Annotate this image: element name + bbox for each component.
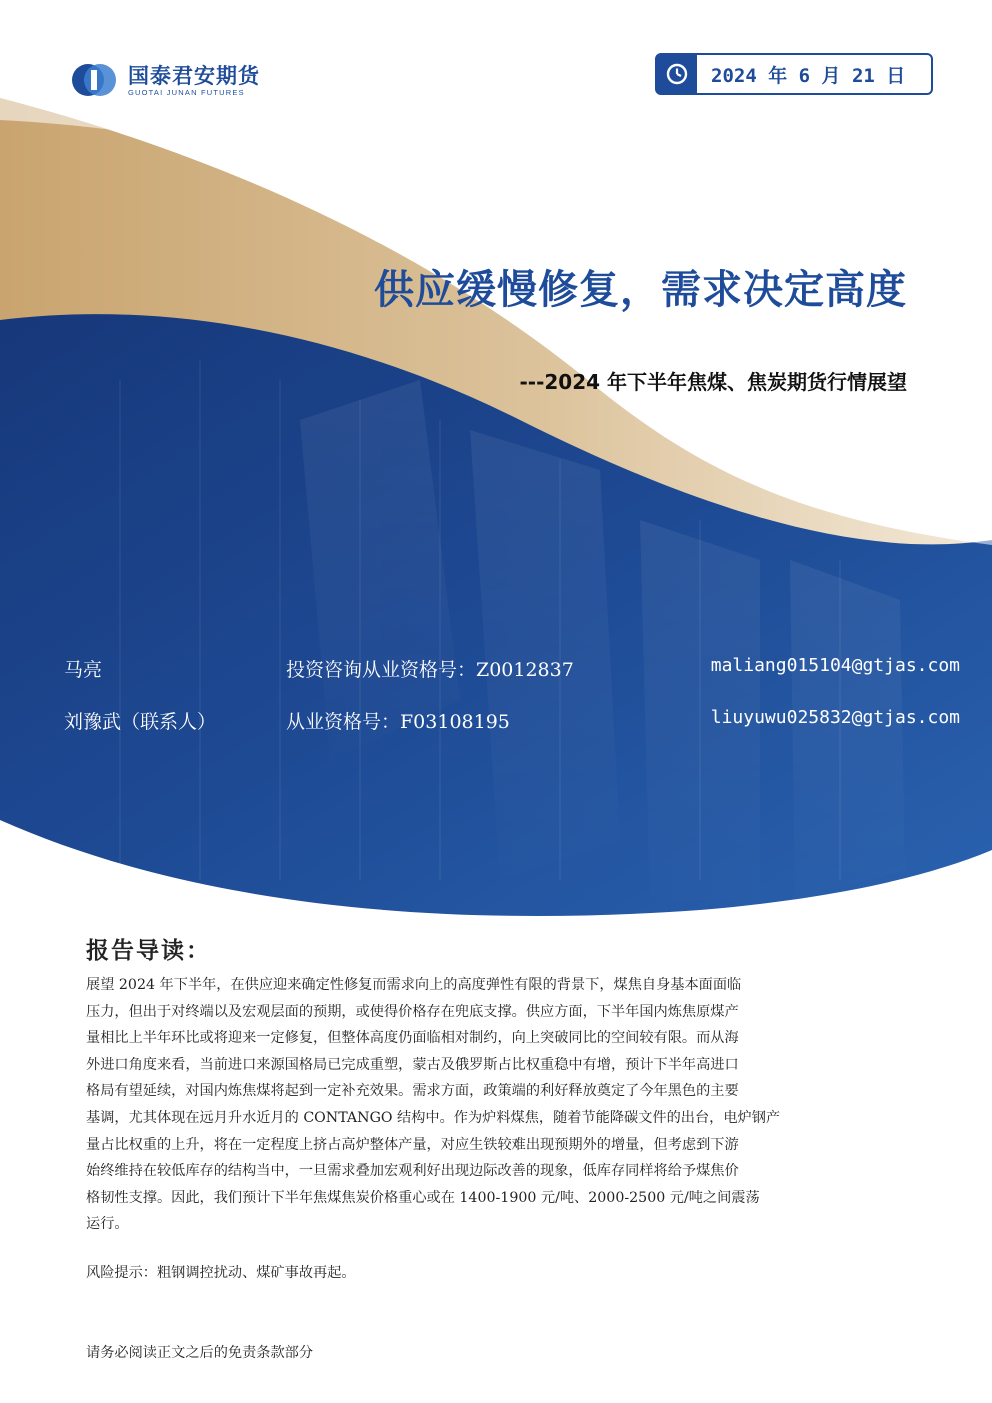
guide-body [86,972,886,1238]
guide-line: 运行。 [86,1216,129,1233]
brand-name-en: GUOTAI JUNAN FUTURES [128,87,245,97]
risk-note: 风险提示：粗钢调控扰动、煤矿事故再起。 [86,1265,356,1281]
guide-heading: 报告导读： [86,937,211,964]
author-email[interactable]: liuyuwu025832@gtjas.com [710,707,960,728]
clock-icon [657,55,697,93]
report-subtitle: ---2024 年下半年焦煤、焦炭期货行情展望 [519,370,907,394]
brand-name-cn: 国泰君安期货 [128,63,260,88]
author-cert: 从业资格号：F03108195 [286,711,510,733]
guide-line: 始终维持在较低库存的结构当中，一旦需求叠加宏观利好出现边际改善的现象，低库存同样将给予煤焦价 [86,1163,739,1180]
report-date: 2024 年 6 月 21 日 [711,64,906,87]
guide-line: 量相比上半年环比或将迎来一定修复，但整体高度仍面临相对制约，向上突破同比的空间较有限。而从海 [86,1030,739,1047]
author-name: 刘豫武（联系人） [64,711,217,733]
report-title: 供应缓慢修复，需求决定高度 [374,267,907,313]
guide-line: 压力，但出于对终端以及宏观层面的预期，或使得价格存在兜底支撑。供应方面，下半年国内炼焦原煤产 [86,1003,739,1020]
author-row [64,655,964,707]
guide-line: 格韧性支撑。因此，我们预计下半年焦煤焦炭价格重心或在 1400-1900 元/吨、2000-2500 元/吨之间震荡 [86,1189,760,1206]
guide-line: 外进口角度来看，当前进口来源国格局已完成重塑，蒙古及俄罗斯占比权重稳中有增，预计下半年高进口 [86,1056,739,1073]
report-date-badge [655,53,933,95]
disclaimer-note: 请务必阅读正文之后的免责条款部分 [86,1345,314,1361]
logo-mark-icon [70,62,118,98]
guide-line: 格局有望延续，对国内炼焦煤将起到一定补充效果。需求方面，政策端的利好释放奠定了今年黑色的主要 [86,1083,739,1100]
author-list [64,655,964,759]
guide-line: 展望 2024 年下半年，在供应迎来确定性修复而需求向上的高度弹性有限的背景下，煤焦自身基本面面临 [86,977,742,993]
author-name: 马亮 [64,659,103,681]
brand-logo [70,62,260,98]
guide-line: 量占比权重的上升，将在一定程度上挤占高炉整体产量，对应生铁较难出现预期外的增量，但考虑到下游 [86,1136,739,1153]
author-email[interactable]: maliang015104@gtjas.com [710,655,960,676]
author-row [64,707,964,759]
author-cert: 投资咨询从业资格号：Z0012837 [286,659,574,681]
guide-line: 基调，尤其体现在远月升水近月的 CONTANGO 结构中。作为炉料煤焦，随着节能降碳文件的出台，电炉钢产 [86,1109,781,1126]
